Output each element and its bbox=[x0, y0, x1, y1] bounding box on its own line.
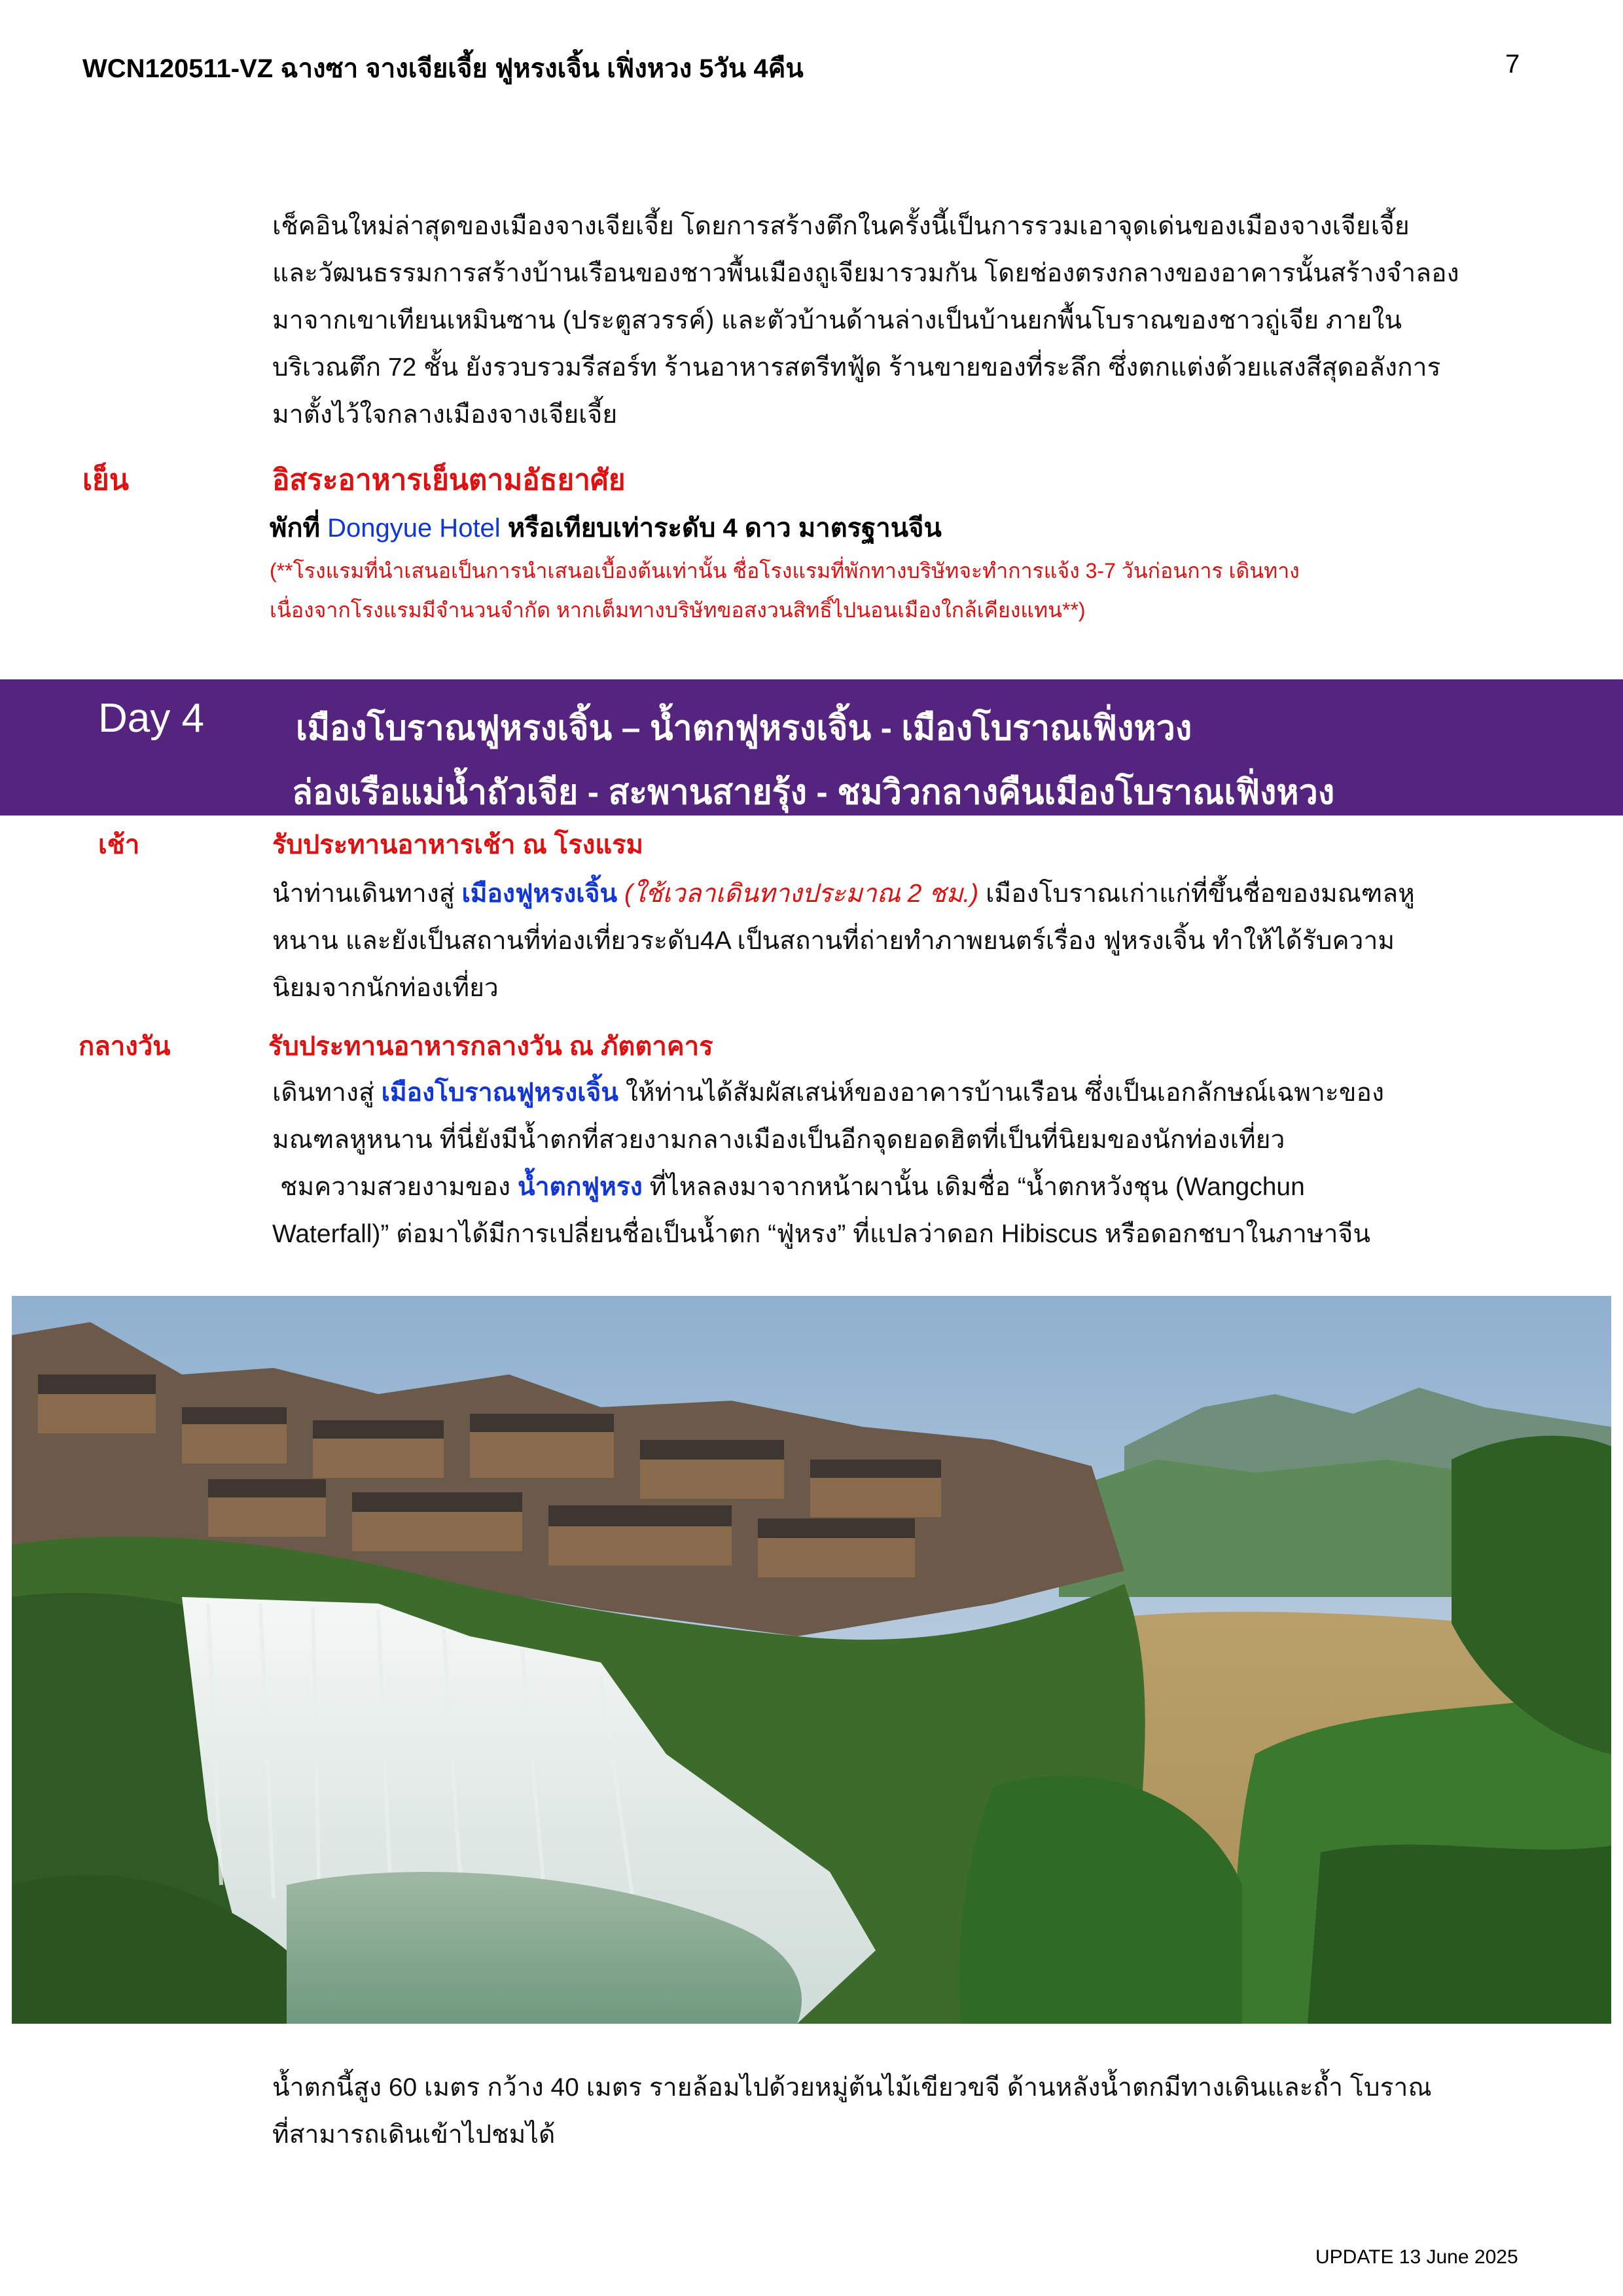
document-header-title: WCN120511-VZ ฉางซา จางเจียเจี้ย ฟูหรงเจิ้น เฟิ่งหวง 5วัน 4คืน bbox=[82, 54, 804, 83]
morning-line bbox=[272, 870, 1568, 918]
page-number: 7 bbox=[1505, 50, 1520, 79]
intro-line: บริเวณตึก 72 ชั้น ยังรวบรวมรีสอร์ท ร้านอาหารสตรีทฟู้ด ร้านขายของที่ระลึก ซึ่งตกแต่งด้วยแสงสีสุดอลังการ bbox=[272, 353, 1441, 382]
breakfast-description: รับประทานอาหารเช้า ณ โรงแรม bbox=[272, 831, 643, 859]
hotel-note-line: เนื่องจากโรงแรมมีจำนวนจำกัด หากเต็มทางบริษัทขอสงวนสิทธิ์ไปนอนเมืองใกล้เคียงแทน**) bbox=[270, 598, 1086, 622]
afternoon-line bbox=[272, 1069, 1568, 1117]
morning-text: เมืองโบราณเก่าแก่ที่ขึ้นชื่อของมณฑลหู bbox=[986, 880, 1415, 908]
travel-time-note: (ใช้เวลาเดินทางประมาณ 2 ชม.) bbox=[624, 880, 979, 908]
dinner-description: อิสระอาหารเย็นตามอัธยาศัย bbox=[272, 464, 626, 496]
hotel-prefix: พักที่ bbox=[270, 514, 320, 543]
afternoon-text: ชมความสวยงามของ bbox=[280, 1173, 511, 1201]
dinner-label: เย็น bbox=[82, 464, 129, 496]
afternoon-text: เดินทางสู่ bbox=[272, 1079, 374, 1107]
afternoon-paragraph bbox=[272, 1069, 1568, 1258]
afternoon-line bbox=[272, 1164, 1568, 1211]
morning-line: หนาน และยังเป็นสถานที่ท่องเที่ยวระดับ4A เป็นสถานที่ถ่ายทำภาพยนตร์เรื่อง ฟูหรงเจิ้น ทำให้ได้รับความ bbox=[272, 927, 1395, 955]
waterfall-line: น้ำตกนี้สูง 60 เมตร กว้าง 40 เมตร รายล้อมไปด้วยหมู่ต้นไม้เขียวขจี ด้านหลังน้ำตกมีทางเดินและถ้ำ โบราณ bbox=[272, 2073, 1432, 2102]
place-name-old-town: เมืองโบราณฟูหรงเจิ้น bbox=[381, 1079, 619, 1107]
morning-paragraph bbox=[272, 870, 1568, 1012]
morning-line: นิยมจากนักท่องเที่ยว bbox=[272, 974, 499, 1002]
place-name-furong: เมืองฟูหรงเจิ้น bbox=[461, 880, 618, 908]
afternoon-line: มณฑลหูหนาน ที่นี่ยังมีน้ำตกที่สวยงามกลางเมืองเป็นอีกจุดยอดฮิตที่เป็นที่นิยมของนักท่องเที่ยว bbox=[272, 1126, 1285, 1154]
intro-line: มาตั้งไว้ใจกลางเมืองจางเจียเจี้ย bbox=[272, 401, 618, 429]
afternoon-text: ให้ท่านได้สัมผัสเสน่ห์ของอาคารบ้านเรือน ซึ่งเป็นเอกลักษณ์เฉพาะของ bbox=[625, 1079, 1384, 1107]
lunch-label: กลางวัน bbox=[79, 1032, 171, 1061]
intro-paragraph bbox=[272, 203, 1555, 439]
day-label: Day 4 bbox=[98, 696, 204, 741]
intro-line: เช็คอินใหม่ล่าสุดของเมืองจางเจียเจี้ย โดยการสร้างตึกในครั้งนี้เป็นการรวมเอาจุดเด่นของเมืองจางเจียเจี้ย bbox=[272, 212, 1410, 240]
waterfall-line: ที่สามารถเดินเข้าไปชมได้ bbox=[272, 2121, 556, 2149]
waterfall-description bbox=[272, 2064, 1568, 2159]
update-footer: UPDATE 13 June 2025 bbox=[1315, 2246, 1518, 2268]
hotel-note-line: (**โรงแรมที่นำเสนอเป็นการนำเสนอเบื้องต้นเท่านั้น ชื่อโรงแรมที่พักทางบริษัทจะทำการแจ้ง 3-7 วันก่อนการ เดินทาง bbox=[270, 559, 1300, 583]
hotel-suffix: หรือเทียบเท่าระดับ 4 ดาว มาตรฐานจีน bbox=[507, 514, 942, 543]
day-title-line-1: เมืองโบราณฟูหรงเจิ้น – น้ำตกฟูหรงเจิ้น - เมืองโบราณเฟิ่งหวง bbox=[296, 709, 1192, 747]
afternoon-text: ที่ไหลลงมาจากหน้าผานั้น เดิมชื่อ “น้ำตกหวังชุน (Wangchun bbox=[649, 1173, 1305, 1201]
intro-line: มาจากเขาเทียนเหมินซาน (ประตูสวรรค์) และตัวบ้านด้านล่างเป็นบ้านยกพื้นโบราณของชาวถู่เจีย ภายใน bbox=[272, 306, 1402, 334]
morning-text: นำท่านเดินทางสู่ bbox=[272, 880, 455, 908]
hotel-note bbox=[270, 551, 1565, 630]
hotel-line bbox=[270, 507, 942, 548]
hotel-name: Dongyue Hotel bbox=[327, 514, 501, 543]
lunch-description: รับประทานอาหารกลางวัน ณ ภัตตาคาร bbox=[268, 1032, 713, 1061]
breakfast-label: เช้า bbox=[98, 831, 140, 859]
place-name-waterfall: น้ำตกฟูหรง bbox=[517, 1173, 643, 1201]
day-title-line-2: ล่องเรือแม่น้ำถัวเจีย - สะพานสายรุ้ง - ชมวิวกลางคืนเมืองโบราณเฟิ่งหวง bbox=[292, 774, 1335, 812]
waterfall-panorama-photo bbox=[12, 1296, 1611, 2024]
afternoon-line: Waterfall)” ต่อมาได้มีการเปลี่ยนชื่อเป็นน้ำตก “ฟู่หรง” ที่แปลว่าดอก Hibiscus หรือดอกชบาในภาษาจีน bbox=[272, 1220, 1370, 1248]
intro-line: และวัฒนธรรมการสร้างบ้านเรือนของชาวพื้นเมืองถูเจียมารวมกัน โดยช่องตรงกลางของอาคารนั้นสร้างจำลอง bbox=[272, 259, 1459, 287]
